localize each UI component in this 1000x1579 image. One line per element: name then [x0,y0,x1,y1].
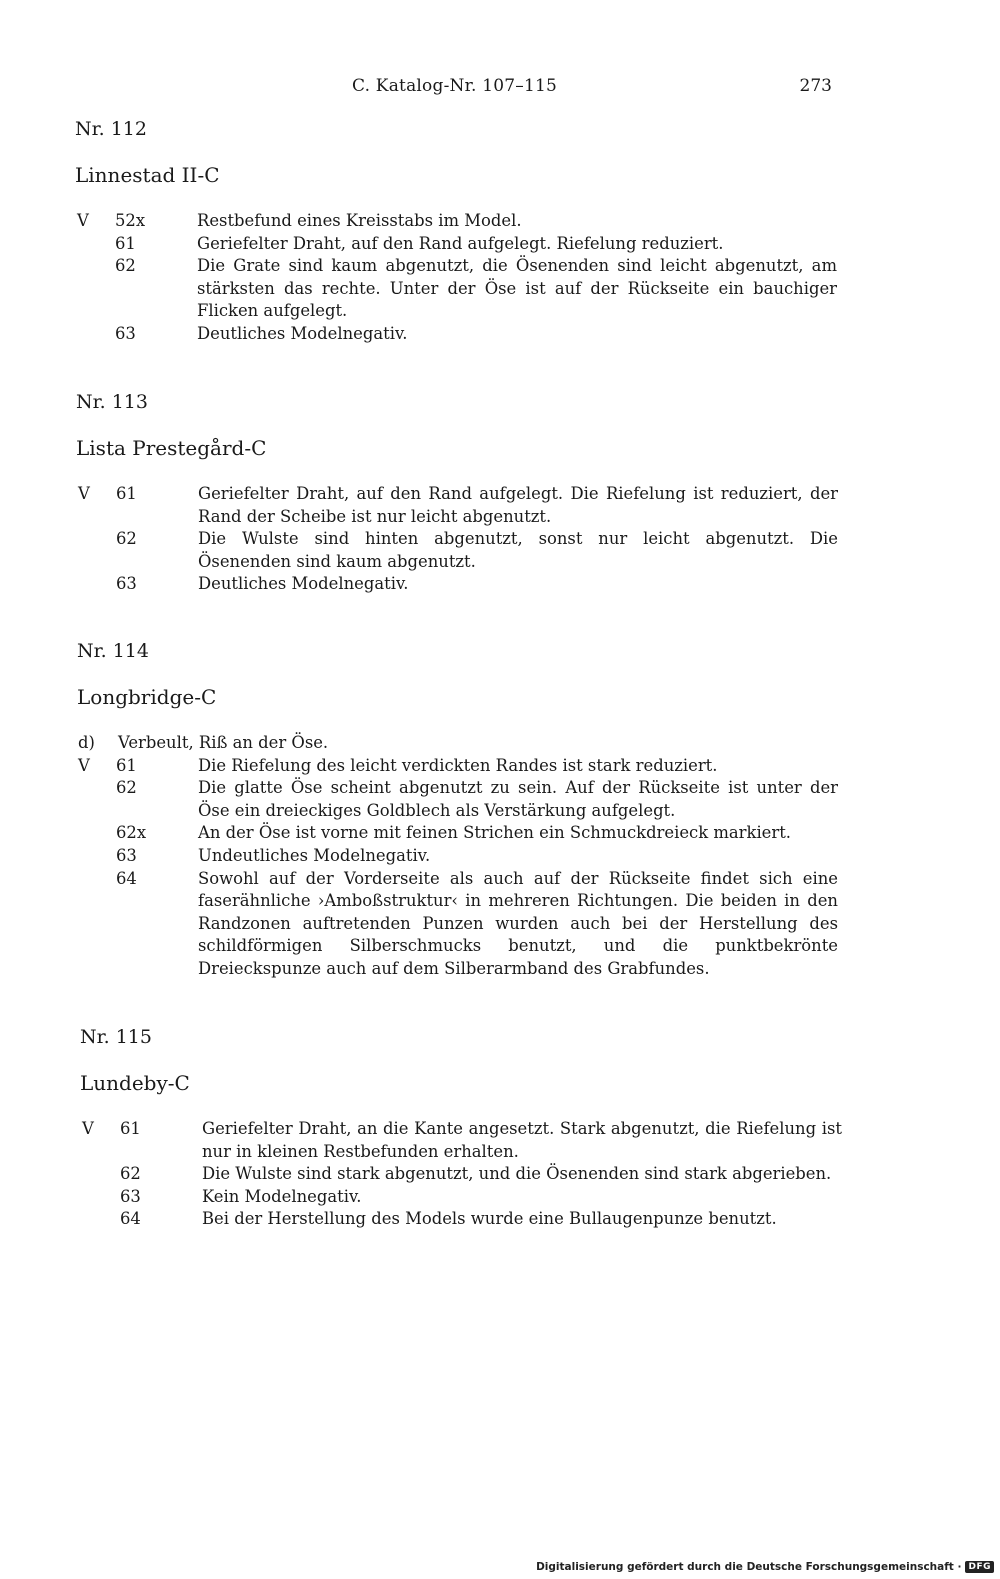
row-code: 61 [120,1119,141,1138]
row-text: Die Wulste sind hinten abgenutzt, sonst nur leicht abgenutzt. Die Ösenenden sind kaum abgenutzt. [198,529,838,571]
row-code: 63 [116,845,137,865]
row-text: Deutliches Modelnegativ. [197,323,408,343]
digitization-credit [536,1561,994,1573]
entry-row [77,323,837,346]
entry-row [78,777,838,822]
row-code: 61 [116,755,137,775]
row-code: 52x [115,211,146,230]
row-text: Die Grate sind kaum abgenutzt, die Ösenenden sind leicht abgenutzt, am stärksten das rechte. Unter der Öse ist auf der Rückseite ein bauchiger Flicken aufgelegt. [197,256,837,321]
entry-row [78,483,838,528]
entry-row [82,1163,842,1186]
row-code: 63 [116,574,137,594]
entry-number: Nr. 112 [75,118,147,140]
row-text: Geriefelter Draht, auf den Rand aufgelegt. Riefelung reduziert. [197,233,724,253]
row-text: Geriefelter Draht, an die Kante angesetzt. Stark abgenutzt, die Riefelung ist nur in kleinen Restbefunden erhalten. [202,1119,842,1161]
entry-row [78,573,838,596]
entry-title: Lundeby-C [80,1071,190,1095]
row-label: V [82,1119,94,1138]
entry-rows [78,483,838,596]
row-text: Undeutliches Modelnegativ. [198,845,431,865]
row-text: Die Riefelung des leicht verdickten Randes ist stark reduziert. [198,755,718,775]
row-label: d) [78,733,95,752]
row-code: 62 [120,1164,141,1184]
dfg-logo-icon: DFG [965,1561,994,1573]
entry-number: Nr. 115 [80,1026,152,1048]
row-code: 61 [116,484,137,503]
row-text: An der Öse ist vorne mit feinen Strichen ein Schmuckdreieck markiert. [198,823,792,843]
running-head: C. Katalog-Nr. 107–115 [352,76,558,96]
entry-rows [77,210,837,346]
entry-row [77,255,837,323]
row-code: 62 [116,529,137,549]
entry-rows [82,1118,842,1231]
row-text: Verbeult, Riß an der Öse. [118,733,329,752]
entry-row [82,1186,842,1209]
row-code: 62 [115,256,136,276]
row-code: 63 [115,323,136,343]
entry-row [82,1118,842,1163]
row-text: Bei der Herstellung des Models wurde eine Bullaugenpunze benutzt. [202,1209,777,1229]
entry-title: Lista Prestegård-C [76,436,267,460]
entry-row [78,845,838,868]
entry-row [78,822,838,845]
entry-number: Nr. 113 [76,391,148,413]
entry-title: Linnestad II-C [75,163,220,187]
credit-text: Digitalisierung gefördert durch die Deutsche Forschungsgemeinschaft · [536,1561,962,1573]
row-text: Die Wulste sind stark abgenutzt, und die Ösenenden sind stark abgerieben. [202,1164,832,1184]
row-code: 64 [120,1209,141,1229]
row-text: Restbefund eines Kreisstabs im Model. [197,211,522,230]
entry-row [78,732,838,755]
entry-row [77,210,837,233]
row-label: V [78,484,90,503]
row-code: 62 [116,778,137,798]
row-code: 62x [116,823,147,843]
row-label: V [78,755,90,775]
page-number: 273 [799,76,832,96]
row-text: Geriefelter Draht, auf den Rand aufgelegt. Die Riefelung ist reduziert, der Rand der Scheibe ist nur leicht abgenutzt. [198,484,838,526]
row-text: Sowohl auf der Vorderseite als auch auf der Rückseite findet sich eine faserähnliche ›Amboßstruktur‹ in mehreren Richtungen. Die beiden in den Randzonen auftretenden Punzen wurden auch bei der Herstellung des schildförmigen Silberschmucks benutzt, und die punktbekrönte Dreieckspunze auch auf dem Silberarmband des Grabfundes. [198,868,838,978]
row-text: Die glatte Öse scheint abgenutzt zu sein. Auf der Rückseite ist unter der Öse ein dreieckiges Goldblech als Verstärkung aufgelegt. [198,778,838,820]
row-code: 61 [115,233,136,253]
entry-row [78,868,838,981]
entry-rows [78,732,838,981]
entry-row [78,528,838,573]
page-header [0,72,1000,102]
entry-row [82,1208,842,1231]
row-code: 63 [120,1186,141,1206]
row-code: 64 [116,868,137,888]
row-text: Deutliches Modelnegativ. [198,574,409,594]
entry-row [77,233,837,256]
row-label: V [77,211,89,230]
entry-row [78,755,838,778]
entry-number: Nr. 114 [77,640,149,662]
row-text: Kein Modelnegativ. [202,1186,362,1206]
entry-title: Longbridge-C [77,685,217,709]
